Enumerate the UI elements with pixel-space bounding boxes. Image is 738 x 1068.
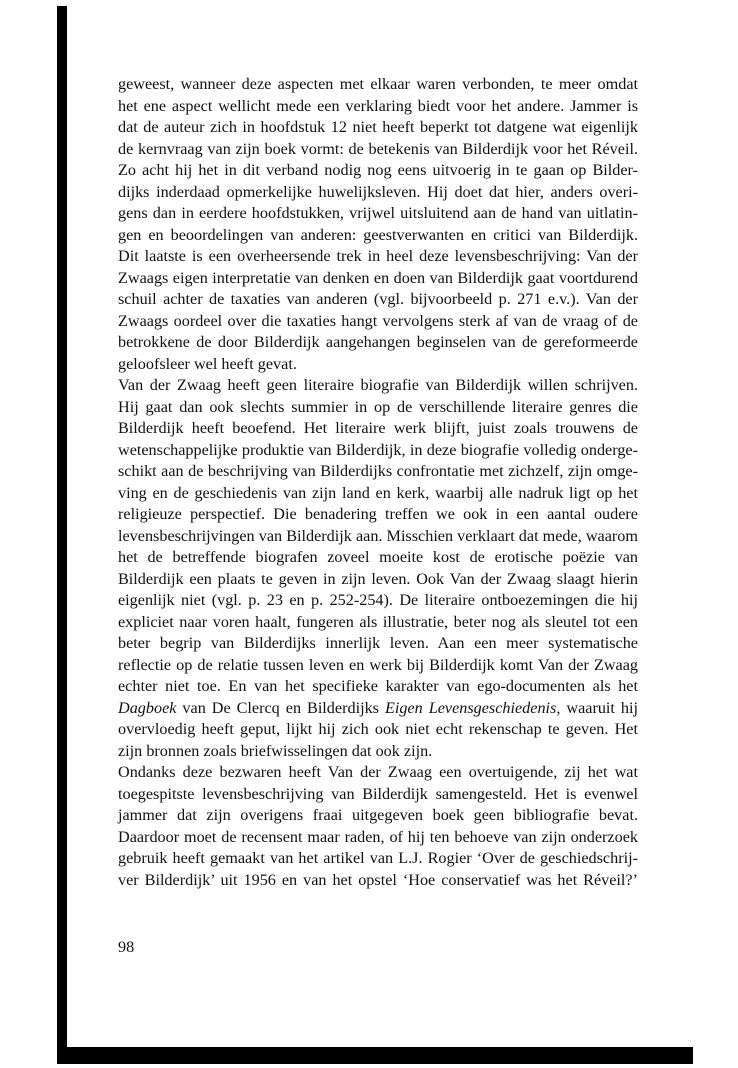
text-line: dijks inderdaad opmerkelijke huwelijksleven. Hij doet dat hier, anders overi- bbox=[118, 182, 638, 201]
text-line: Van der Zwaag heeft geen literaire biografie van Bilderdijk willen schrijven. bbox=[118, 376, 638, 394]
text-line: Bilderdijk heeft beoefend. Het literaire werk blijft, juist zoals trouwens de bbox=[118, 419, 638, 437]
text-line: Zwaags oordeel over die taxaties hangt vervolgens sterk af van de vraag of de bbox=[118, 311, 638, 330]
text-line: levensbeschrijvingen van Bilderdijk aan. Misschien verklaart dat mede, waarom bbox=[118, 526, 638, 545]
text-line: wetenschappelijke produktie van Bilderdijk, in deze biografie volledig onderge- bbox=[118, 440, 638, 459]
text-line: ver Bilderdijk’ uit 1956 en van het opstel ‘Hoe conservatief was het Réveil?’ bbox=[118, 870, 638, 889]
scan-border-bottom bbox=[57, 1047, 693, 1064]
text-line: beter begrip van Bilderdijks innerlijk leven. Aan een meer systematische bbox=[118, 634, 638, 652]
text-line: jammer dat zijn overigens fraai uitgegeven boek geen bibliografie bevat. bbox=[118, 806, 638, 824]
text-line: Dit laatste is een overheersende trek in heel deze levensbeschrijving: Van der bbox=[118, 247, 638, 265]
text-fragment: , waaruit hij bbox=[556, 698, 638, 717]
text-line: Hij gaat dan ook slechts summier in op de verschillende literaire genres die bbox=[118, 397, 638, 416]
text-line: schuil achter de taxaties van anderen (vgl. bijvoorbeeld p. 271 e.v.). Van der bbox=[118, 290, 638, 308]
text-line: eigenlijk niet (vgl. p. 23 en p. 252-254). De literaire ontboezemingen die hij bbox=[118, 591, 638, 609]
text-line: overvloedig heeft geput, lijkt hij zich ook niet echt rekenschap te geven. Het bbox=[118, 720, 638, 738]
scan-border-left bbox=[57, 6, 67, 1064]
text-line: geloofsleer wel heeft gevat. bbox=[118, 354, 297, 373]
text-line: Ondanks deze bezwaren heeft Van der Zwaag een overtuigende, zij het wat bbox=[118, 763, 638, 781]
text-line: gens dan in eerdere hoofdstukken, vrijwel uitsluitend aan de hand van uitlatin- bbox=[118, 204, 638, 222]
text-line: Bilderdijk een plaats te geven in zijn leven. Ook Van der Zwaag slaagt hierin bbox=[118, 569, 638, 588]
text-line: reflectie op de relatie tussen leven en werk bij Bilderdijk komt Van der Zwaag bbox=[118, 655, 638, 674]
text-line: ving en de geschiedenis van zijn land en kerk, waarbij alle nadruk ligt op het bbox=[118, 483, 638, 502]
text-line: toegespitste levensbeschrijving van Bilderdijk samengesteld. Het is evenwel bbox=[118, 784, 638, 803]
text-line: schikt aan de beschrijving van Bilderdijks confrontatie met zichzelf, zijn omge- bbox=[118, 462, 638, 480]
book-title-eigen-levensgeschiedenis: Eigen Levensgeschiedenis bbox=[384, 698, 557, 717]
text-line: dat de auteur zich in hoofdstuk 12 niet heeft beperkt tot datgene wat eigenlijk bbox=[118, 118, 638, 136]
text-line: het de betreffende biografen zoveel moeite kost de erotische poëzie van bbox=[118, 548, 638, 566]
text-line: betrokkene de door Bilderdijk aangehangen beginselen van de gereformeerde bbox=[118, 333, 638, 351]
text-line: zijn bronnen zoals briefwisselingen dat ook zijn. bbox=[118, 741, 433, 760]
text-line: echter niet toe. En van het specifieke karakter van ego-documenten als het bbox=[118, 677, 638, 695]
page-number: 98 bbox=[118, 938, 135, 956]
text-fragment: van De Clercq en Bilderdijks bbox=[176, 698, 385, 717]
text-line: Zwaags eigen interpretatie van denken en doen van Bilderdijk gaat voortdurend bbox=[118, 268, 638, 287]
text-line: geweest, wanneer deze aspecten met elkaar waren verbonden, te meer omdat bbox=[118, 75, 638, 93]
book-title-dagboek: Dagboek bbox=[118, 698, 177, 717]
body-text bbox=[118, 74, 638, 891]
text-line: gebruik heeft gemaakt van het artikel van L.J. Rogier ‘Over de geschiedschrij- bbox=[118, 849, 638, 867]
text-line: de kernvraag van zijn boek vormt: de betekenis van Bilderdijk voor het Réveil. bbox=[118, 139, 638, 158]
text-line: Daardoor moet de recensent maar raden, of hij ten behoeve van zijn onderzoek bbox=[118, 827, 638, 846]
text-line-with-titles bbox=[118, 698, 638, 720]
text-line: Zo acht hij het in dit verband nodig nog eens uitvoerig in te gaan op Bilder- bbox=[118, 161, 638, 179]
text-line: expliciet naar voren haalt, fungeren als illustratie, beter nog als sleutel tot een bbox=[118, 612, 638, 631]
text-line: religieuze perspectief. Die benadering treffen we ook in een aantal oudere bbox=[118, 505, 638, 523]
text-line: gen en beoordelingen van anderen: geestverwanten en critici van Bilderdijk. bbox=[118, 225, 638, 244]
text-line: het ene aspect wellicht mede een verklaring biedt voor het andere. Jammer is bbox=[118, 96, 638, 115]
